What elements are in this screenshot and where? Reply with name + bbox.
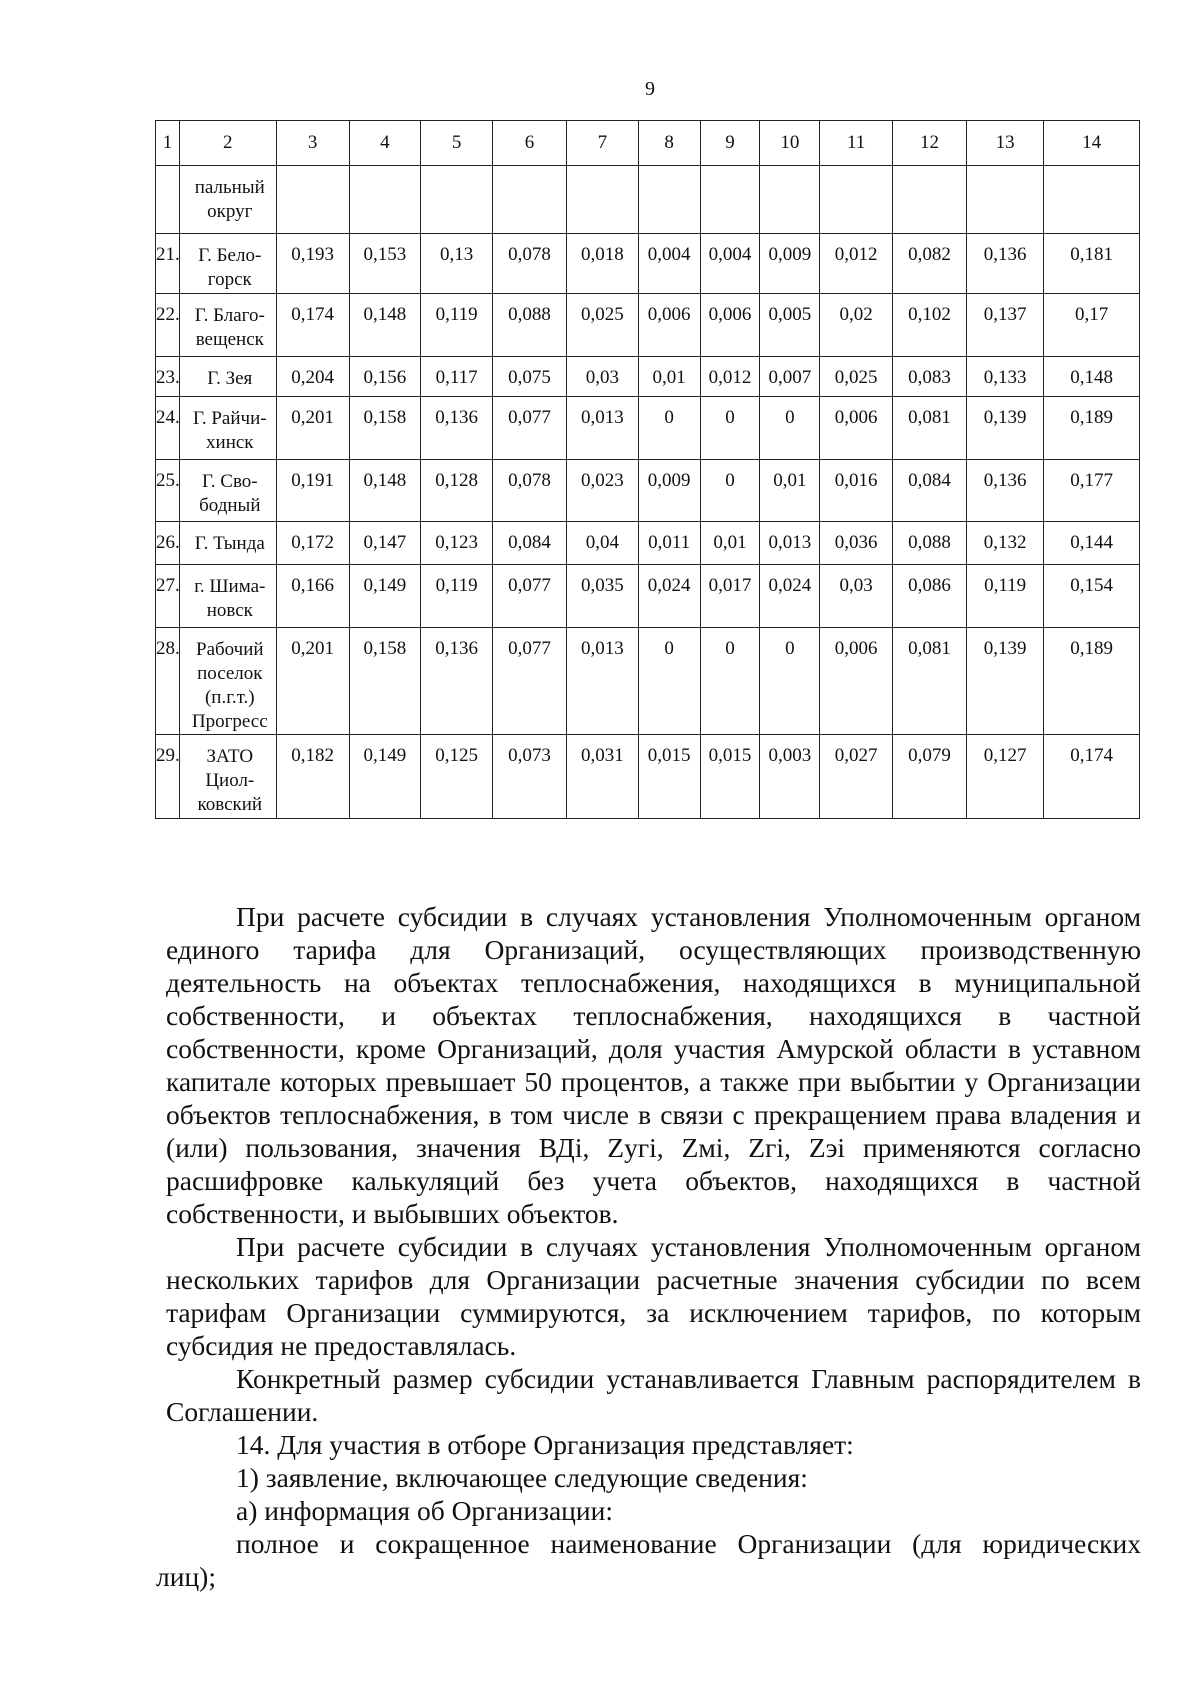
value-cell: 0,193 — [276, 234, 349, 294]
value-cell: 0,084 — [893, 460, 967, 522]
value-cell: 0,083 — [893, 357, 967, 397]
value-cell: 0,031 — [566, 735, 638, 819]
row-number: 29. — [156, 735, 180, 819]
paragraph: 14. Для участия в отборе Организация представляет: — [236, 1429, 854, 1460]
value-cell: 0,078 — [493, 460, 567, 522]
value-cell: 0,13 — [421, 234, 493, 294]
table-row — [156, 357, 1140, 397]
value-cell: 0,015 — [638, 735, 700, 819]
column-header: 5 — [421, 121, 493, 166]
municipality-name: Г. Благо- вещенск — [179, 294, 276, 357]
value-cell: 0,018 — [566, 234, 638, 294]
municipality-name: Рабочий поселок (п.г.т.) Прогресс — [179, 628, 276, 735]
value-cell: 0,181 — [1044, 234, 1140, 294]
value-cell: 0,158 — [349, 397, 421, 460]
value-cell: 0,136 — [967, 234, 1044, 294]
table-cell — [700, 166, 760, 234]
table-cell — [967, 166, 1044, 234]
value-cell: 0,084 — [493, 522, 567, 565]
value-cell: 0,128 — [421, 460, 493, 522]
paragraph: полное и сокращенное наименование Организации (для юридических — [236, 1528, 1141, 1559]
value-cell: 0,009 — [638, 460, 700, 522]
value-cell: 0,204 — [276, 357, 349, 397]
value-cell: 0,03 — [820, 565, 893, 628]
value-cell: 0,153 — [349, 234, 421, 294]
table-row — [156, 234, 1140, 294]
table-row — [156, 166, 1140, 234]
value-cell: 0,086 — [893, 565, 967, 628]
value-cell: 0,007 — [760, 357, 820, 397]
value-cell: 0 — [760, 397, 820, 460]
column-header: 13 — [967, 121, 1044, 166]
value-cell: 0,147 — [349, 522, 421, 565]
value-cell: 0,077 — [493, 397, 567, 460]
municipality-name: Г. Сво- бодный — [179, 460, 276, 522]
municipality-name: Г. Бело- горск — [179, 234, 276, 294]
municipality-name: Г. Зея — [179, 357, 276, 397]
value-cell: 0,004 — [700, 234, 760, 294]
value-cell: 0,148 — [1044, 357, 1140, 397]
subsidy-coefficients-table — [155, 120, 1140, 819]
table-cell — [760, 166, 820, 234]
row-number: 27. — [156, 565, 180, 628]
column-header: 10 — [760, 121, 820, 166]
value-cell: 0,119 — [421, 294, 493, 357]
value-cell: 0,132 — [967, 522, 1044, 565]
value-cell: 0 — [638, 628, 700, 735]
value-cell: 0,136 — [967, 460, 1044, 522]
table-cell — [276, 166, 349, 234]
value-cell: 0,154 — [1044, 565, 1140, 628]
value-cell: 0 — [700, 397, 760, 460]
value-cell: 0,189 — [1044, 628, 1140, 735]
column-header: 3 — [276, 121, 349, 166]
value-cell: 0,006 — [638, 294, 700, 357]
table-cell — [1044, 166, 1140, 234]
table-row — [156, 397, 1140, 460]
table-cell — [893, 166, 967, 234]
value-cell: 0,013 — [760, 522, 820, 565]
value-cell: 0,006 — [820, 628, 893, 735]
value-cell: 0,015 — [700, 735, 760, 819]
table-row — [156, 460, 1140, 522]
value-cell: 0,079 — [893, 735, 967, 819]
value-cell: 0,03 — [566, 357, 638, 397]
value-cell: 0,025 — [820, 357, 893, 397]
value-cell: 0,012 — [820, 234, 893, 294]
municipality-name: г. Шима- новск — [179, 565, 276, 628]
value-cell: 0,102 — [893, 294, 967, 357]
value-cell: 0,177 — [1044, 460, 1140, 522]
value-cell: 0,139 — [967, 397, 1044, 460]
column-header: 7 — [566, 121, 638, 166]
value-cell: 0,148 — [349, 460, 421, 522]
column-header: 14 — [1044, 121, 1140, 166]
value-cell: 0,139 — [967, 628, 1044, 735]
municipality-name: пальный округ — [179, 166, 276, 234]
value-cell: 0,01 — [700, 522, 760, 565]
value-cell: 0,201 — [276, 628, 349, 735]
value-cell: 0,149 — [349, 565, 421, 628]
value-cell: 0,004 — [638, 234, 700, 294]
column-header: 12 — [893, 121, 967, 166]
value-cell: 0,027 — [820, 735, 893, 819]
municipality-name: Г. Тында — [179, 522, 276, 565]
row-number: 24. — [156, 397, 180, 460]
row-number: 22. — [156, 294, 180, 357]
table-cell — [820, 166, 893, 234]
paragraph: лиц); — [156, 1561, 216, 1592]
value-cell: 0,077 — [493, 628, 567, 735]
row-number: 25. — [156, 460, 180, 522]
table-cell — [566, 166, 638, 234]
table-cell — [349, 166, 421, 234]
body-text — [156, 900, 1141, 1593]
value-cell: 0,088 — [493, 294, 567, 357]
value-cell: 0,156 — [349, 357, 421, 397]
value-cell: 0 — [760, 628, 820, 735]
column-header: 4 — [349, 121, 421, 166]
column-header: 2 — [179, 121, 276, 166]
value-cell: 0,081 — [893, 397, 967, 460]
paragraph: Конкретный размер субсидии устанавливается Главным распорядителем в Соглашении. — [166, 1363, 1141, 1427]
value-cell: 0,011 — [638, 522, 700, 565]
table-row — [156, 735, 1140, 819]
value-cell: 0,009 — [760, 234, 820, 294]
value-cell: 0,136 — [421, 397, 493, 460]
value-cell: 0 — [700, 460, 760, 522]
paragraph: При расчете субсидии в случаях установления Уполномоченным органом нескольких тарифов для Организации расчетные значения субсидии по всем тарифам Организации суммируются, за исключением тарифов, по которым субсидия не предоставлялась. — [166, 1231, 1141, 1361]
value-cell: 0,174 — [276, 294, 349, 357]
value-cell: 0,149 — [349, 735, 421, 819]
table-cell — [156, 166, 180, 234]
value-cell: 0 — [638, 397, 700, 460]
value-cell: 0,123 — [421, 522, 493, 565]
table-row — [156, 565, 1140, 628]
table-header-row — [156, 121, 1140, 166]
table-row — [156, 628, 1140, 735]
value-cell: 0,078 — [493, 234, 567, 294]
row-number: 26. — [156, 522, 180, 565]
column-header: 9 — [700, 121, 760, 166]
value-cell: 0,127 — [967, 735, 1044, 819]
value-cell: 0,073 — [493, 735, 567, 819]
value-cell: 0,119 — [967, 565, 1044, 628]
value-cell: 0,172 — [276, 522, 349, 565]
value-cell: 0,137 — [967, 294, 1044, 357]
value-cell: 0 — [700, 628, 760, 735]
value-cell: 0,158 — [349, 628, 421, 735]
column-header: 11 — [820, 121, 893, 166]
value-cell: 0,017 — [700, 565, 760, 628]
table-row — [156, 294, 1140, 357]
value-cell: 0,01 — [760, 460, 820, 522]
value-cell: 0,006 — [820, 397, 893, 460]
value-cell: 0,081 — [893, 628, 967, 735]
municipality-name: Г. Райчи- хинск — [179, 397, 276, 460]
value-cell: 0,005 — [760, 294, 820, 357]
value-cell: 0,189 — [1044, 397, 1140, 460]
column-header: 8 — [638, 121, 700, 166]
value-cell: 0,012 — [700, 357, 760, 397]
value-cell: 0,082 — [893, 234, 967, 294]
value-cell: 0,182 — [276, 735, 349, 819]
column-header: 6 — [493, 121, 567, 166]
value-cell: 0,013 — [566, 628, 638, 735]
table-row — [156, 522, 1140, 565]
value-cell: 0,02 — [820, 294, 893, 357]
value-cell: 0,148 — [349, 294, 421, 357]
value-cell: 0,144 — [1044, 522, 1140, 565]
table-cell — [421, 166, 493, 234]
value-cell: 0,003 — [760, 735, 820, 819]
value-cell: 0,013 — [566, 397, 638, 460]
value-cell: 0,191 — [276, 460, 349, 522]
paragraph: а) информация об Организации: — [236, 1495, 613, 1526]
value-cell: 0,036 — [820, 522, 893, 565]
value-cell: 0,016 — [820, 460, 893, 522]
value-cell: 0,201 — [276, 397, 349, 460]
value-cell: 0,136 — [421, 628, 493, 735]
row-number: 23. — [156, 357, 180, 397]
value-cell: 0,035 — [566, 565, 638, 628]
value-cell: 0,075 — [493, 357, 567, 397]
row-number: 21. — [156, 234, 180, 294]
value-cell: 0,133 — [967, 357, 1044, 397]
page-number: 9 — [645, 78, 655, 100]
municipality-name: ЗАТО Циол- ковский — [179, 735, 276, 819]
column-header: 1 — [156, 121, 180, 166]
value-cell: 0,024 — [760, 565, 820, 628]
value-cell: 0,077 — [493, 565, 567, 628]
table-cell — [638, 166, 700, 234]
value-cell: 0,04 — [566, 522, 638, 565]
value-cell: 0,117 — [421, 357, 493, 397]
paragraph: 1) заявление, включающее следующие сведения: — [236, 1462, 808, 1493]
value-cell: 0,006 — [700, 294, 760, 357]
table-cell — [493, 166, 567, 234]
value-cell: 0,166 — [276, 565, 349, 628]
paragraph: При расчете субсидии в случаях установления Уполномоченным органом единого тарифа для Организаций, осуществляющих производственную деятельность на объектах теплоснабжения, находящихся в муниципальной собственности, и объектах теплоснабжения, находящихся в частной собственности, кроме Организаций, доля участия Амурской области в уставном капитале которых превышает 50 процентов, а также при выбытии у Организации объектов теплоснабжения, в том числе в связи с прекращением права владения и (или) пользования, значения ВДі, Zугі, Zмі, Zгі, Zэі применяются согласно расшифровке калькуляций без учета объектов, находящихся в частной собственности, и выбывших объектов. — [166, 901, 1141, 1229]
value-cell: 0,088 — [893, 522, 967, 565]
value-cell: 0,174 — [1044, 735, 1140, 819]
value-cell: 0,023 — [566, 460, 638, 522]
row-number: 28. — [156, 628, 180, 735]
value-cell: 0,01 — [638, 357, 700, 397]
value-cell: 0,024 — [638, 565, 700, 628]
value-cell: 0,125 — [421, 735, 493, 819]
value-cell: 0,17 — [1044, 294, 1140, 357]
value-cell: 0,025 — [566, 294, 638, 357]
value-cell: 0,119 — [421, 565, 493, 628]
